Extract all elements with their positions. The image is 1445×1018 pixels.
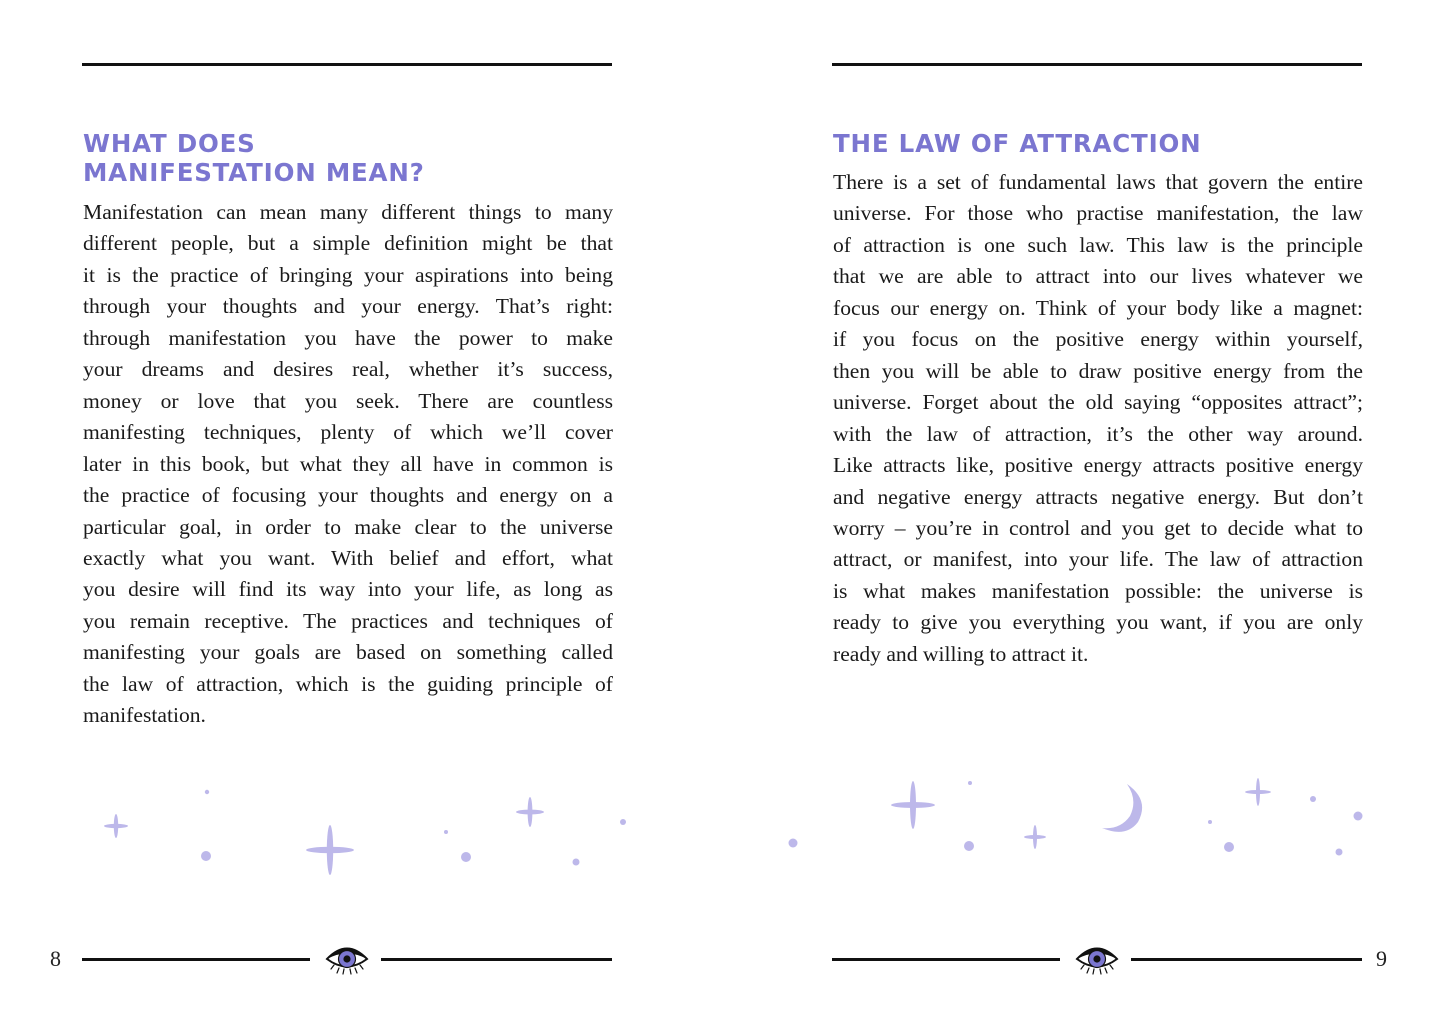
body-paragraph xyxy=(833,167,1363,670)
text-line: ready to give you everything you want, if you are only xyxy=(833,610,1363,635)
text-line: and negative energy attracts negative energy. But don’t xyxy=(833,484,1363,509)
text-line: universe. For those who practise manifestation, the law xyxy=(833,201,1363,226)
dot-icon xyxy=(205,790,209,794)
text-line: your dreams and desires real, whether it’s success, xyxy=(83,357,613,382)
footer-rule xyxy=(832,958,1060,961)
text-line: then you will be able to draw positive energy from the xyxy=(833,358,1363,383)
body-paragraph xyxy=(83,197,613,732)
dot-icon xyxy=(1208,820,1212,824)
text-line: if you focus on the positive energy within yourself, xyxy=(833,327,1363,352)
heading-line: WHAT DOES xyxy=(83,129,256,158)
sparkle-icon xyxy=(306,825,354,875)
page-heading xyxy=(833,129,1201,158)
footer-rule xyxy=(381,958,612,961)
page-heading xyxy=(83,129,425,187)
text-line: through manifestation you have the power to make xyxy=(83,325,613,350)
page-number: 8 xyxy=(50,946,61,971)
text-line: universe. Forget about the old saying “opposites attract”; xyxy=(833,390,1363,415)
dot-icon xyxy=(1354,812,1363,821)
sparkle-icon xyxy=(1245,778,1271,806)
dot-icon xyxy=(201,851,211,861)
top-rule xyxy=(82,63,612,66)
left-page xyxy=(0,0,722,1018)
dot-icon xyxy=(620,819,626,825)
text-line: money or love that you seek. There are countless xyxy=(83,388,613,413)
dot-icon xyxy=(968,781,972,785)
text-line: you desire will find its way into your life, as long as xyxy=(83,577,613,602)
dot-icon xyxy=(1224,842,1234,852)
text-line: There is a set of fundamental laws that govern the entire xyxy=(833,170,1363,194)
text-line: later in this book, but what they all have in common is xyxy=(83,451,613,476)
text-line: worry – you’re in control and you get to decide what to xyxy=(833,515,1363,540)
moon-icon xyxy=(1102,784,1142,832)
text-line: that we are able to attract into our lives whatever we xyxy=(833,264,1363,289)
text-line: you remain receptive. The practices and techniques of xyxy=(83,608,613,633)
dot-icon xyxy=(444,830,448,834)
right-page xyxy=(722,0,1444,1018)
text-line: of attraction is one such law. This law is the principle xyxy=(833,232,1363,257)
text-line: manifesting techniques, plenty of which we’ll cover xyxy=(83,420,613,445)
eye-icon xyxy=(1075,942,1119,976)
eye-icon xyxy=(325,942,369,976)
dot-icon xyxy=(1310,796,1316,802)
dot-icon xyxy=(461,852,471,862)
dot-icon xyxy=(964,841,974,851)
text-line: exactly what you want. With belief and effort, what xyxy=(83,545,613,570)
text-line: manifestation. xyxy=(83,703,206,728)
sparkle-icon xyxy=(891,781,935,829)
heading-line: THE LAW OF ATTRACTION xyxy=(833,129,1202,158)
dot-icon xyxy=(789,839,798,848)
sparkle-icon xyxy=(516,797,544,827)
sparkle-icon xyxy=(104,814,128,838)
text-line: with the law of attraction, it’s the other way around. xyxy=(833,421,1363,446)
text-line: different people, but a simple definition might be that xyxy=(83,231,613,256)
heading-line: MANIFESTATION MEAN? xyxy=(83,158,425,187)
text-line: Like attracts like, positive energy attracts positive energy xyxy=(833,453,1363,478)
text-line: focus our energy on. Think of your body like a magnet: xyxy=(833,295,1363,320)
starry-decoration xyxy=(0,760,722,890)
starry-decoration xyxy=(722,760,1444,890)
page-number: 9 xyxy=(1376,946,1387,971)
footer-rule xyxy=(82,958,310,961)
sparkle-icon xyxy=(1024,825,1046,849)
text-line: through your thoughts and your energy. That’s right: xyxy=(83,294,613,319)
text-line: manifesting your goals are based on something called xyxy=(83,640,613,665)
text-line: is what makes manifestation possible: the universe is xyxy=(833,578,1363,603)
text-line: the law of attraction, which is the guiding principle of xyxy=(83,671,613,696)
top-rule xyxy=(832,63,1362,66)
text-line: the practice of focusing your thoughts and energy on a xyxy=(83,483,613,508)
text-line: Manifestation can mean many different things to many xyxy=(83,200,613,224)
text-line: particular goal, in order to make clear to the universe xyxy=(83,514,613,539)
dot-icon xyxy=(1336,849,1343,856)
text-line: it is the practice of bringing your aspirations into being xyxy=(83,262,613,287)
dot-icon xyxy=(573,859,580,866)
footer-rule xyxy=(1131,958,1362,961)
text-line: ready and willing to attract it. xyxy=(833,641,1089,666)
text-line: attract, or manifest, into your life. The law of attraction xyxy=(833,547,1363,572)
